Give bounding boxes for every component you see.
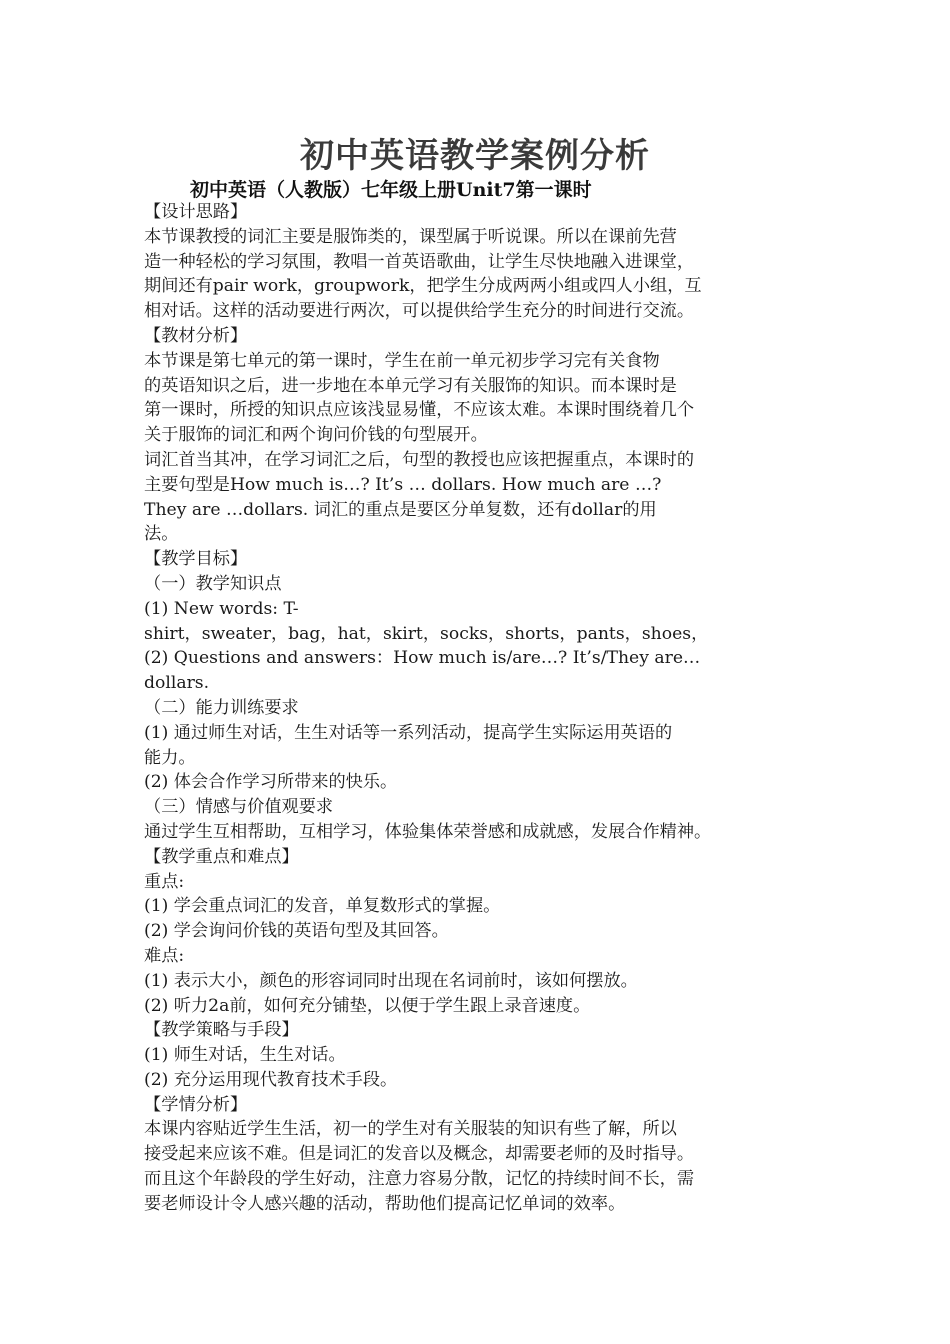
text-line: (1) 通过师生对话，生生对话等一系列活动，提高学生实际运用英语的 — [144, 722, 673, 743]
text-line: （二）能力训练要求 — [144, 697, 299, 718]
text-line: 词汇首当其冲，在学习词汇之后，句型的教授也应该把握重点，本课时的 — [144, 449, 695, 470]
text-line: They are …dollars. 词汇的重点是要区分单复数，还有dollar的用 — [144, 499, 657, 520]
text-line: (2) 听力2a前，如何充分铺垫，以便于学生跟上录音速度。 — [144, 995, 591, 1016]
text-line: 重点: — [144, 871, 185, 892]
text-line: 本节课是第七单元的第一课时，学生在前一单元初步学习完有关食物 — [144, 350, 660, 371]
text-line: 造一种轻松的学习氛围，教唱一首英语歌曲，让学生尽快地融入进课堂， — [144, 251, 695, 272]
text-line: (1) 表示大小，颜色的形容词同时出现在名词前时，该如何摆放。 — [144, 970, 638, 991]
text-line: 【教学重点和难点】 — [144, 846, 299, 867]
text-line: 期间还有pair work，groupwork，把学生分成两两小组或四人小组，互 — [144, 276, 702, 297]
text-line: shirt，sweater，bag，hat，skirt，socks，shorts，pants，shoes， — [144, 623, 709, 644]
text-line: 法。 — [144, 524, 179, 545]
text-line: 【教材分析】 — [144, 325, 248, 346]
text-line: 相对话。这样的活动要进行两次，可以提供给学生充分的时间进行交流。 — [144, 301, 695, 322]
text-line: dollars. — [144, 673, 210, 694]
text-line: 难点: — [144, 945, 185, 966]
text-line: (1) 学会重点词汇的发音，单复数形式的掌握。 — [144, 896, 501, 917]
text-line: (1) 师生对话，生生对话。 — [144, 1045, 346, 1066]
text-line: 【设计思路】 — [144, 202, 248, 222]
text-line: (2) 体会合作学习所带来的快乐。 — [144, 772, 398, 793]
text-line: 【学情分析】 — [144, 1094, 248, 1115]
text-line: 接受起来应该不难。但是词汇的发音以及概念，却需要老师的及时指导。 — [144, 1144, 695, 1165]
text-line: (1) New words: T- — [144, 598, 299, 619]
document-body — [144, 200, 844, 1217]
text-line: 而且这个年龄段的学生好动，注意力容易分散，记忆的持续时间不长，需 — [144, 1169, 695, 1190]
text-line: 要老师设计令人感兴趣的活动，帮助他们提高记忆单词的效率。 — [144, 1193, 626, 1214]
text-line: （一）教学知识点 — [144, 573, 282, 594]
document-subtitle: 初中英语（人教版）七年级上册Unit7第一课时 — [190, 179, 592, 201]
text-line: 本节课教授的词汇主要是服饰类的，课型属于听说课。所以在课前先营 — [144, 226, 677, 247]
text-line: 【教学策略与手段】 — [144, 1020, 299, 1041]
document-title: 初中英语教学案例分析 — [300, 136, 650, 176]
text-line: （三）情感与价值观要求 — [144, 797, 334, 818]
text-line: 关于服饰的词汇和两个询问价钱的句型展开。 — [144, 425, 488, 446]
text-line: 能力。 — [144, 747, 196, 768]
text-line: 本课内容贴近学生生活，初一的学生对有关服装的知识有些了解，所以 — [144, 1119, 677, 1140]
text-line: 的英语知识之后，进一步地在本单元学习有关服饰的知识。而本课时是 — [144, 375, 677, 396]
text-line: 通过学生互相帮助，互相学习，体验集体荣誉感和成就感，发展合作精神。 — [144, 821, 712, 842]
text-line: 【教学目标】 — [144, 549, 248, 570]
text-line: (2) 学会询问价钱的英语句型及其回答。 — [144, 921, 449, 942]
text-line: (2) 充分运用现代教育技术手段。 — [144, 1069, 398, 1090]
text-line: 第一课时，所授的知识点应该浅显易懂，不应该太难。本课时围绕着几个 — [144, 400, 695, 421]
text-line: (2) Questions and answers：How much is/are…? It’s/They are… — [144, 648, 701, 669]
text-line: 主要句型是How much is…? It’s … dollars. How much are …? — [144, 474, 662, 495]
